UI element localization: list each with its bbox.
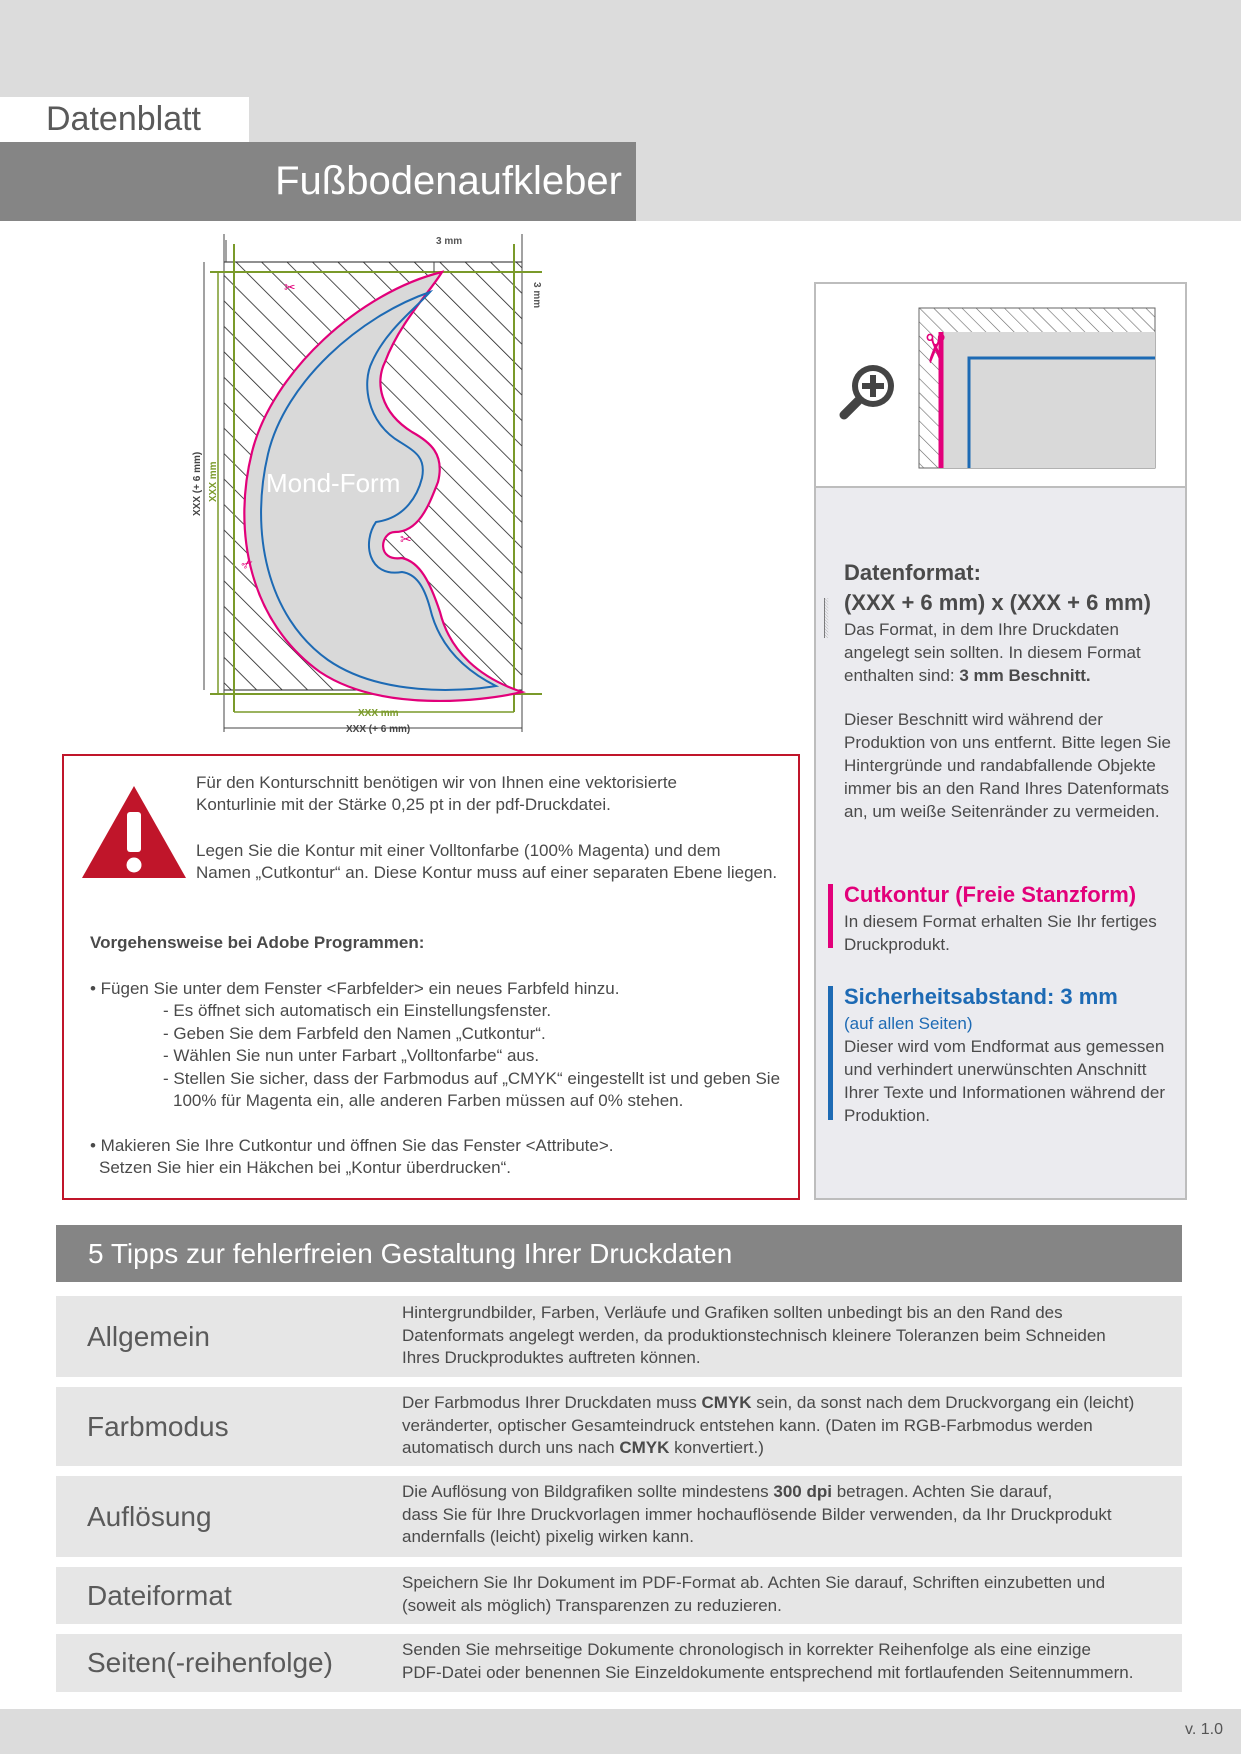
tip-title: Farbmodus [87,1411,229,1442]
warning-para-1 [196,772,796,816]
page-title: Fußbodenaufkleber [275,159,622,203]
beschnitt-text: Dieser Beschnitt wird während der Produktion von uns entfernt. Bitte legen Sie Hintergründe und randabfallende Objekte immer bis an den Rand Ihres Datenformats an, um weiße Seitenränder zu vermeiden. [844,710,1171,821]
dim-vertical-inner: XXX mm [208,461,219,502]
datenformat-bold: 3 mm Beschnitt. [959,666,1091,685]
warning-triangle-icon [78,782,190,882]
tip-row [56,1476,1182,1557]
tip-row [56,1634,1182,1692]
warning-line: Für den Konturschnitt benötigen wir von Ihnen eine vektorisierte [196,773,677,792]
datenformat-text: Das Format, in dem Ihre Druckdaten angelegt sein sollten. In diesem Format enthalten sind: 3 mm Beschnitt. [844,620,1141,685]
warning-box [62,754,800,1200]
scissors-icon: ✂ [911,332,957,366]
tip-title: Dateiformat [87,1580,232,1611]
tip-text: Der Farbmodus Ihrer Druckdaten muss CMYK sein, da sonst nach dem Druckvorgang ein (leicht) veränderter, optischer Gesamteindruck entstehen kann. (Daten im RGB-Farbmodus werden automatisch durch uns nach CMYK konvertiert.) [402,1393,1135,1457]
warning-line: Konturlinie mit der Stärke 0,25 pt in der pdf-Druckdatei. [196,795,611,814]
datenformat-head: Datenformat: [844,560,981,585]
tip-title: Allgemein [87,1321,210,1352]
sicherheit-bar [828,986,833,1120]
step-subitem: - Wählen Sie nun unter Farbart „Volltonfarbe“ aus. [163,1046,540,1065]
tips-header: 5 Tipps zur fehlerfreien Gestaltung Ihrer Druckdaten [56,1225,1182,1282]
step-subitem: - Geben Sie dem Farbfeld den Namen „Cutkontur“. [163,1023,546,1043]
step-item: • Makieren Sie Ihre Cutkontur und öffnen Sie das Fenster <Attribute>. [90,1135,614,1155]
sicherheit-head: Sicherheitsabstand: 3 mm [844,984,1118,1009]
tip-title: Seiten(-reihenfolge) [87,1647,333,1678]
tip-text: Senden Sie mehrseitige Dokumente chronologisch in korrekter Reihenfolge als eine einzige PDF-Datei oder benennen Sie Einzeldokumente entsprechend mit fortlaufenden Seitennummern. [402,1640,1134,1682]
adobe-subhead: Vorgehensweise bei Adobe Programmen: [90,933,425,952]
cutkontur-bar [828,884,833,948]
footer [0,1709,1241,1754]
title-bar [0,142,636,221]
cutkontur-head: Cutkontur (Freie Stanzform) [844,882,1137,907]
tip-title: Auflösung [87,1501,212,1532]
step-subitem: - Es öffnet sich automatisch ein Einstellungsfenster. [163,1001,552,1020]
version-label: v. 1.0 [1185,1721,1223,1738]
zoom-box [816,284,1185,488]
dim-vertical-outer: XXX (+ 6 mm) [192,451,203,516]
sicherheit-text: Dieser wird vom Endformat aus gemessen und verhindert unerwünschten Anschnitt Ihrer Texte und Informationen während der Produktion. [844,1037,1165,1125]
scissors-icon: ✂ [284,280,296,296]
moon-shape-diagram [180,232,580,742]
dim-horizontal-inner: XXX mm [358,708,399,719]
step-item: Setzen Sie hier ein Häkchen bei „Kontur überdrucken“. [99,1158,512,1177]
tip-row [56,1296,1182,1377]
warning-para-2 [196,840,796,884]
dim-bleed-top: 3 mm [436,236,463,247]
zoom-detail [911,308,1159,478]
magnifier-plus-icon [838,359,900,421]
adobe-steps [90,932,790,1180]
datenformat-size: (XXX + 6 mm) x (XXX + 6 mm) [844,590,1151,615]
tip-row [56,1567,1182,1624]
tip-text: Die Auflösung von Bildgrafiken sollte mindestens 300 dpi betragen. Achten Sie darauf, dass Sie für Ihre Druckvorlagen immer hochauflösende Bilder verwenden, da Ihr Druckprodukt andernfalls (leicht) pixelig wirken kann. [402,1482,1112,1546]
tip-row [56,1387,1182,1466]
tip-text: Hintergrundbilder, Farben, Verläufe und Grafiken sollten unbedingt bis an den Rand des Datenformats angelegt werden, da produktionstechnisch kleinere Toleranzen beim Schneiden Ihres Druckproduktes auftreten können. [402,1303,1106,1367]
tip-text: Speichern Sie Ihr Dokument im PDF-Format ab. Achten Sie darauf, Schriften einzubetten und (soweit als möglich) Transparenzen zu reduzieren. [402,1573,1106,1615]
doc-label: Datenblatt [0,97,249,142]
shape-label: Mond-Form [266,468,401,498]
step-item: • Fügen Sie unter dem Fenster <Farbfelder> ein neues Farbfeld hinzu. [90,978,620,998]
step-subitem: - Stellen Sie sicher, dass der Farbmodus auf „CMYK“ eingestellt ist und geben Sie [163,1068,781,1088]
dim-horizontal-outer: XXX (+ 6 mm) [346,724,411,735]
sicherheit-block [844,982,1174,1127]
hatched-bar-icon [824,562,829,674]
cutkontur-text: In diesem Format erhalten Sie Ihr fertiges Druckprodukt. [844,912,1157,954]
beschnitt-block [844,708,1174,823]
info-panel [814,282,1187,1200]
warning-line: Namen „Cutkontur“ an. Diese Kontur muss auf einer separaten Ebene liegen. [196,863,778,882]
scissors-icon: ✂ [238,554,258,574]
cutkontur-block [844,880,1174,956]
dim-bleed-right: 3 mm [531,282,542,309]
step-subitem: 100% für Magenta ein, alle anderen Farben müssen auf 0% stehen. [173,1091,684,1110]
sicherheit-sub: (auf allen Seiten) [844,1014,973,1033]
scissors-icon: ✂ [400,532,412,548]
warning-line: Legen Sie die Kontur mit einer Volltonfarbe (100% Magenta) und dem [196,841,721,860]
datenformat-block [844,558,1174,687]
